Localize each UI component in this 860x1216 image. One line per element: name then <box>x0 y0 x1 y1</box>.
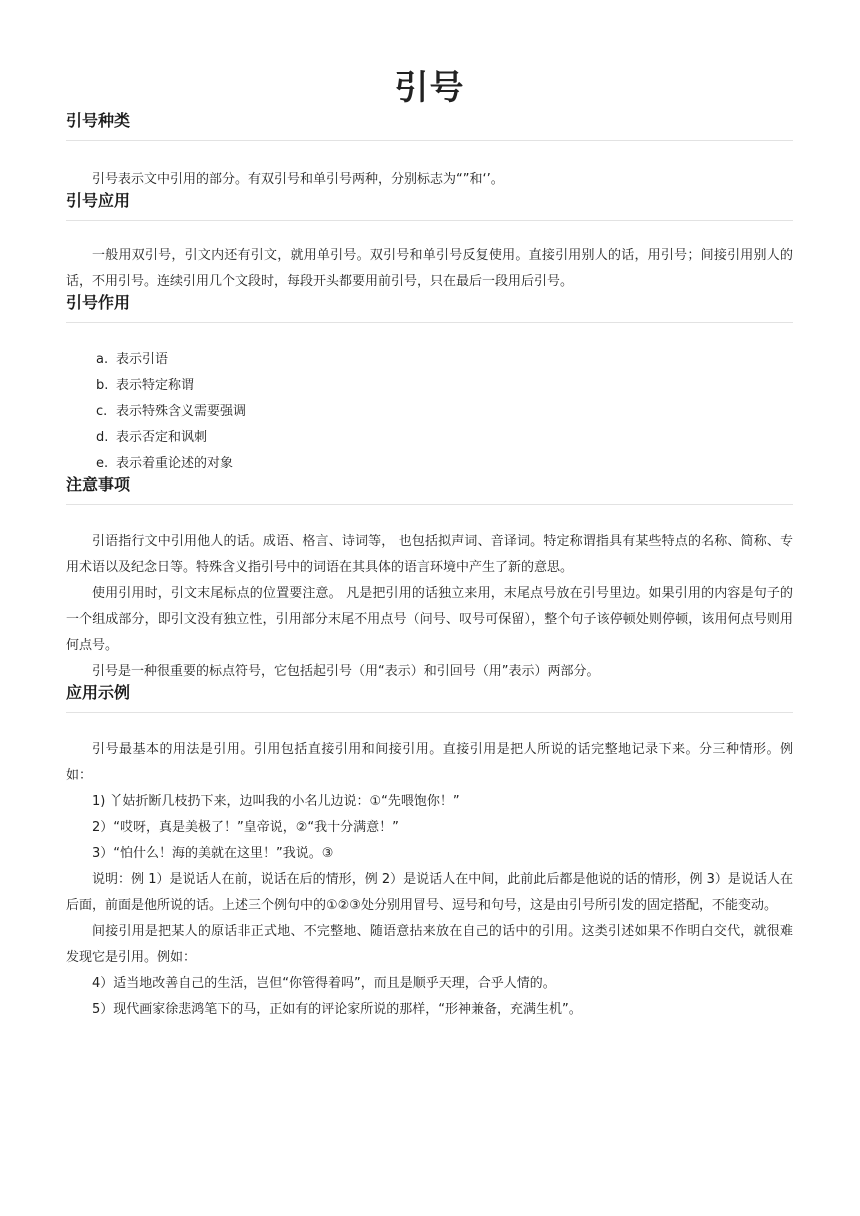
section-usage <box>66 190 793 295</box>
example-sentence: 3）“怕什么！海的美就在这里！”我说。③ <box>92 846 334 861</box>
section-heading: 应用示例 <box>66 682 793 713</box>
section-heading: 引号作用 <box>66 292 793 323</box>
list-item-text: 表示特定称谓 <box>116 378 195 393</box>
list-item <box>96 373 793 399</box>
function-list <box>66 323 793 477</box>
example-sentence: 4）适当地改善自己的生活，岂但“你管得着吗”，而且是顺乎天理，合乎人情的。 <box>92 976 556 991</box>
section-heading: 引号应用 <box>66 190 793 221</box>
list-item <box>96 425 793 451</box>
list-marker: b. <box>96 378 109 393</box>
section-body <box>66 713 793 1023</box>
paragraph: 一般用双引号，引文内还有引文，就用单引号。双引号和单引号反复使用。直接引用别人的话，用引号；间接引用别人的话，不用引号。连续引用几个文段时，每段开头都要用前引号，只在最后一段用后引号。 <box>66 248 793 289</box>
paragraph: 说明：例 1）是说话人在前，说话在后的情形，例 2）是说话人在中间，此前此后都是他说的话的情形，例 3）是说话人在后面，前面是他所说的话。上述三个例句中的①②③处分别用冒号、逗号和句号，这是由引号所引发的固定搭配，不能变动。 <box>66 872 793 913</box>
section-body <box>66 505 793 685</box>
paragraph: 引号表示文中引用的部分。有双引号和单引号两种，分别标志为“”和‘’。 <box>92 172 504 187</box>
section-body <box>66 221 793 295</box>
section-examples <box>66 682 793 1023</box>
list-marker: a. <box>96 352 109 367</box>
example-sentence: 1) 丫姑折断几枝扔下来，边叫我的小名儿边说：①“先喂饱你！” <box>92 794 460 809</box>
section-heading: 引号种类 <box>66 110 793 141</box>
section-functions <box>66 292 793 477</box>
section-types <box>66 110 793 193</box>
paragraph: 间接引用是把某人的原话非正式地、不完整地、随语意拈来放在自己的话中的引用。这类引述如果不作明白交代，就很难发现它是引用。例如： <box>66 924 793 965</box>
list-item <box>96 399 793 425</box>
list-marker: e. <box>96 456 109 471</box>
list-item-text: 表示引语 <box>116 352 169 367</box>
list-item <box>96 347 793 373</box>
list-marker: c. <box>96 404 108 419</box>
list-item-text: 表示否定和讽刺 <box>116 430 208 445</box>
list-item-text: 表示着重论述的对象 <box>116 456 234 471</box>
paragraph: 引号最基本的用法是引用。引用包括直接引用和间接引用。直接引用是把人所说的话完整地记录下来。分三种情形。例如： <box>66 742 793 783</box>
section-notes <box>66 474 793 685</box>
example-sentence: 5）现代画家徐悲鸿笔下的马，正如有的评论家所说的那样，“形神兼备，充满生机”。 <box>92 1002 582 1017</box>
list-marker: d. <box>96 430 109 445</box>
paragraph: 使用引用时，引文末尾标点的位置要注意。 凡是把引用的话独立来用，末尾点号放在引号里边。如果引用的内容是句子的一个组成部分，即引文没有独立性，引用部分末尾不用点号（问号、叹号可保留），整个句子该停顿处则停顿，该用何点号则用何点号。 <box>66 586 793 653</box>
section-body <box>66 141 793 193</box>
document-title: 引号 <box>394 68 465 108</box>
paragraph: 引语指行文中引用他人的话。成语、格言、诗词等， 也包括拟声词、音译词。特定称谓指具有某些特点的名称、简称、专用术语以及纪念日等。特殊含义指引号中的词语在其具体的语言环境中产生了新的意思。 <box>66 534 793 575</box>
document-page <box>66 0 793 1023</box>
example-sentence: 2）“哎呀，真是美极了！”皇帝说，②“我十分满意！” <box>92 820 399 835</box>
paragraph: 引号是一种很重要的标点符号，它包括起引号（用“表示）和引回号（用”表示）两部分。 <box>92 664 600 679</box>
list-item-text: 表示特殊含义需要强调 <box>116 404 247 419</box>
section-heading: 注意事项 <box>66 474 793 505</box>
